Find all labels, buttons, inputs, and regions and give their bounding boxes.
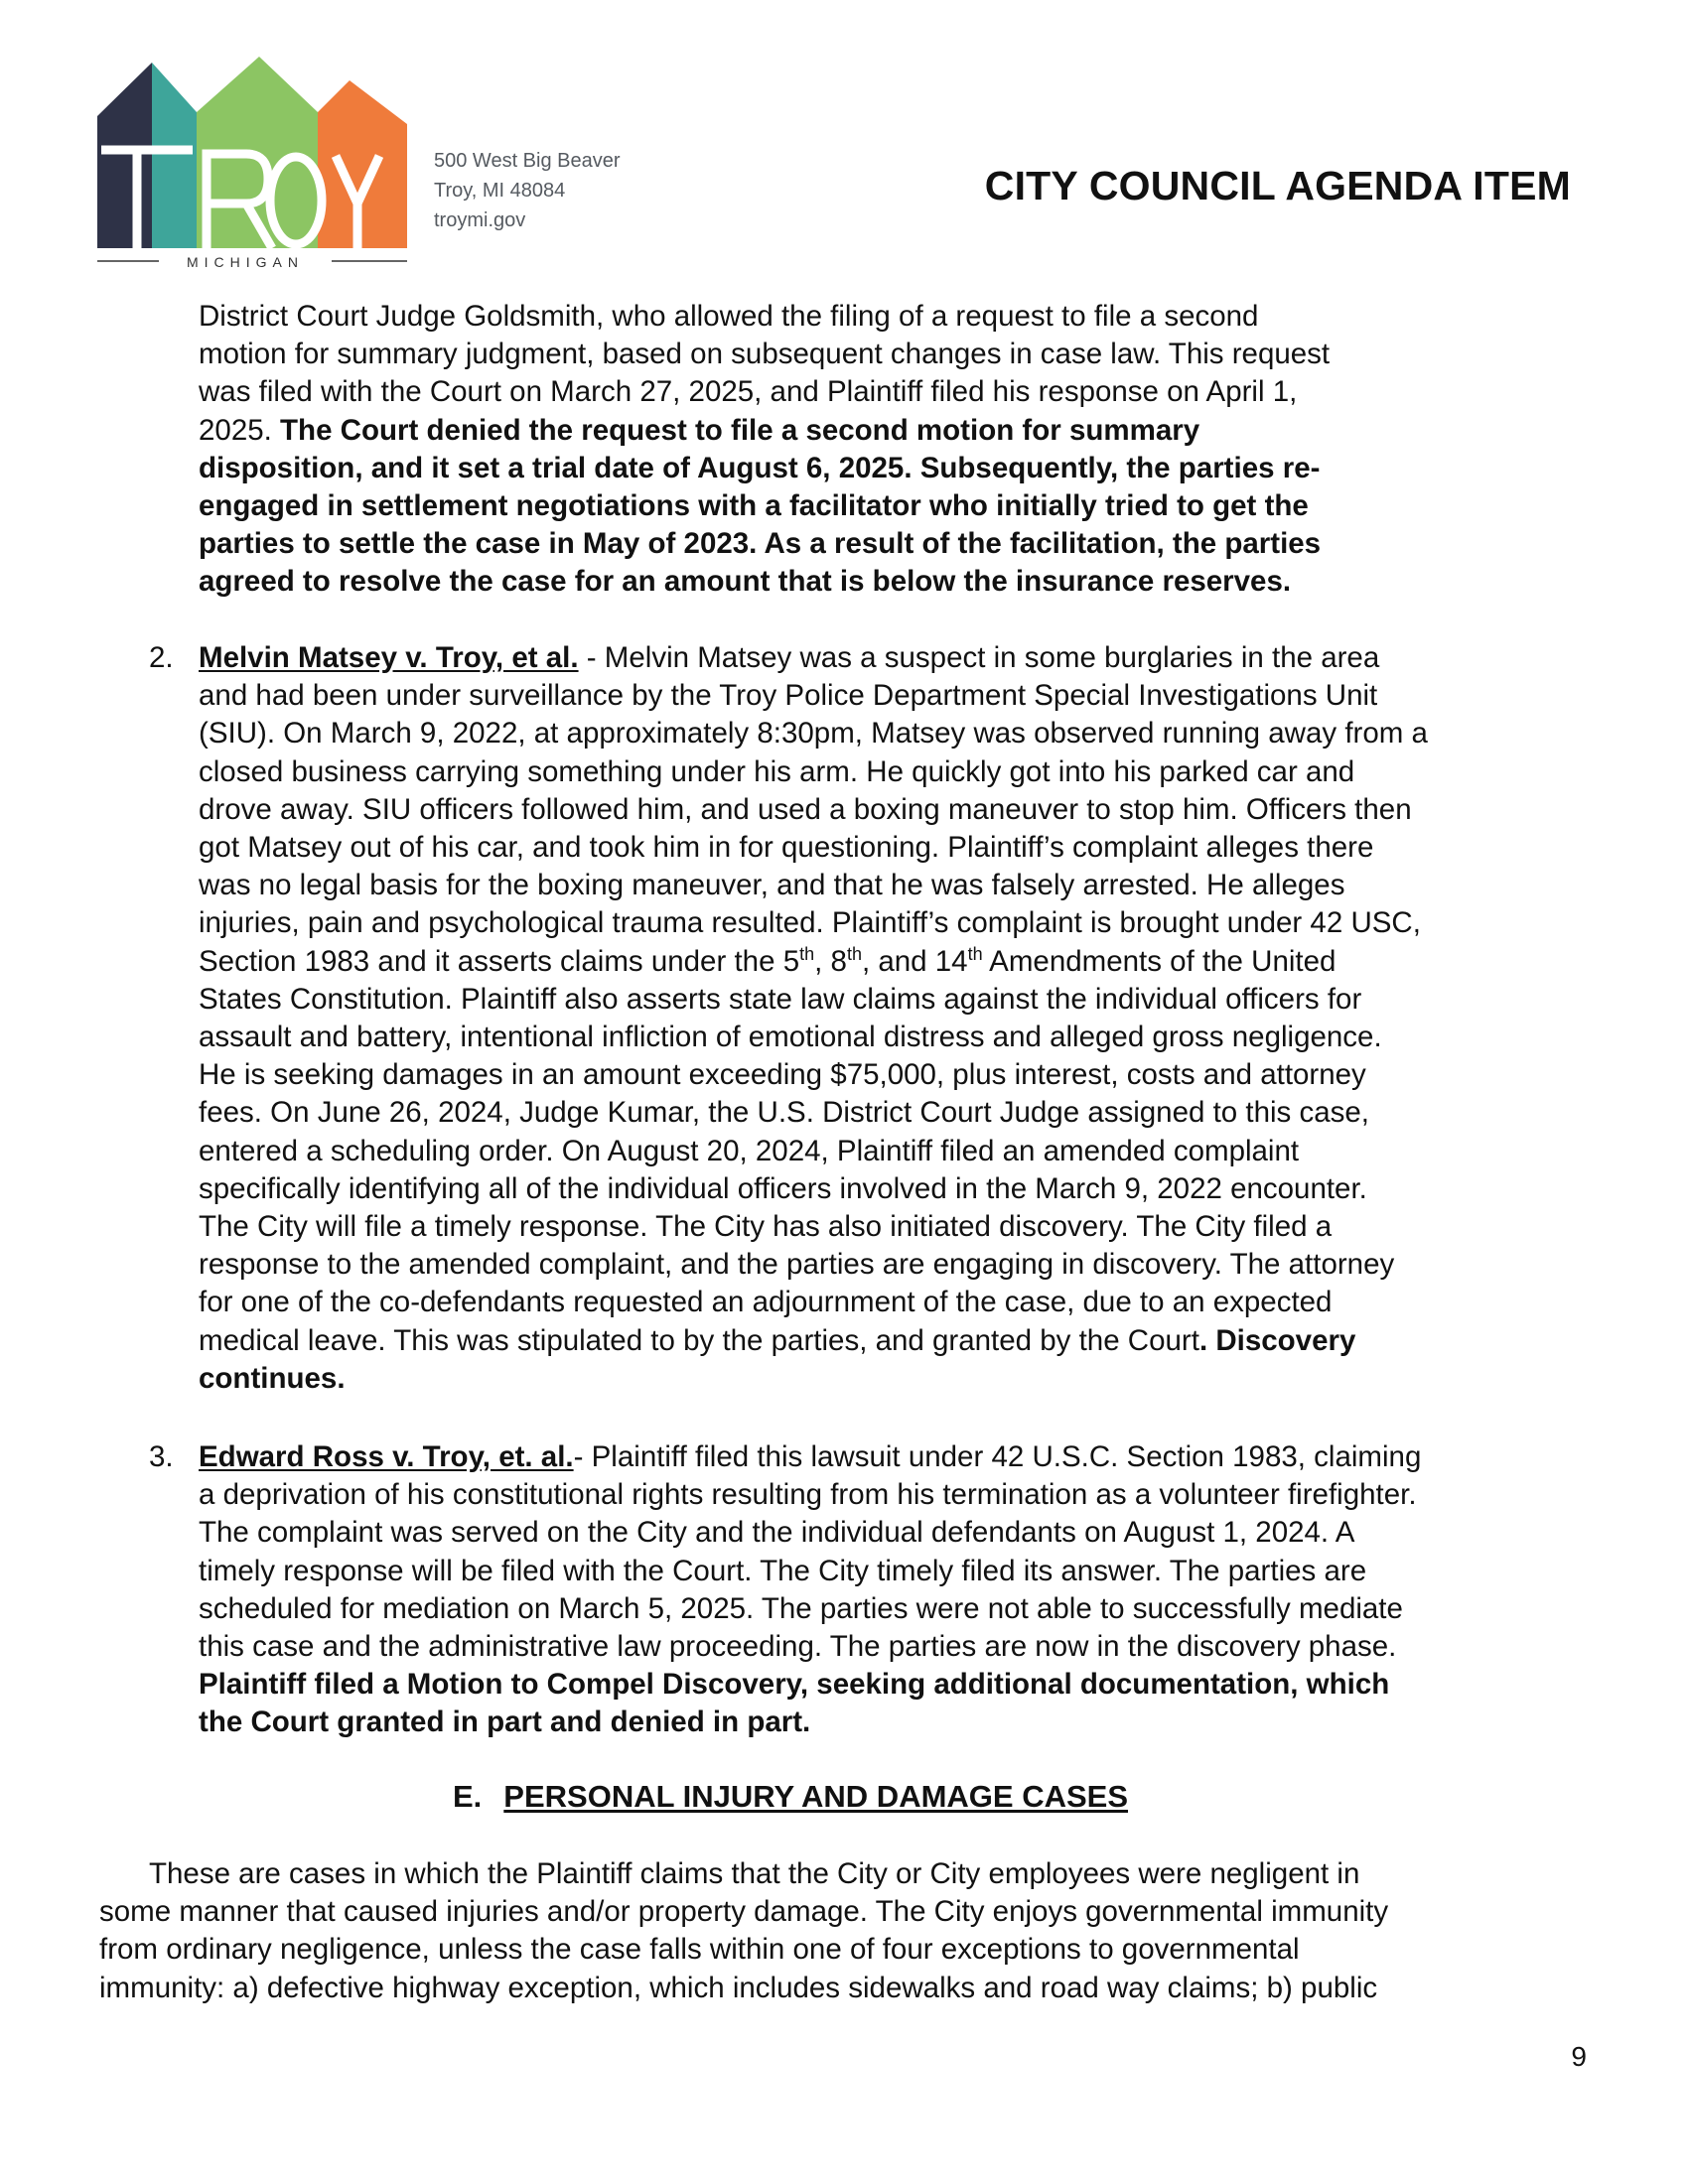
logo-roof-orange (318, 80, 407, 248)
text-line: closed business carrying something under his arm. He quickly got into his parked car and (199, 754, 1355, 788)
text-segment: Section 1983 and it asserts claims under the 5 (199, 944, 800, 978)
city-address (434, 146, 621, 235)
troy-logo (97, 55, 407, 273)
text-line: from ordinary negligence, unless the case falls within one of four exceptions to governmental (99, 1933, 1300, 1967)
text-line: got Matsey out of his car, and took him in for questioning. Plaintiff’s complaint alleges there (199, 831, 1374, 865)
bold-text-line: Plaintiff filed a Motion to Compel Discovery, seeking additional documentation, which (199, 1668, 1390, 1702)
text-line (199, 1438, 1589, 1476)
bold-text: The Court denied the request to file a second motion for summary (280, 413, 1200, 447)
text-line: motion for summary judgment, based on subsequent changes in case law. This request (199, 338, 1331, 371)
text-line: These are cases in which the Plaintiff claims that the City or City employees were negligent in (149, 1857, 1360, 1890)
case-2-title: Melvin Matsey v. Troy, et al. (199, 641, 579, 674)
agenda-item-title: CITY COUNCIL AGENDA ITEM (984, 163, 1571, 208)
section-e-heading (453, 1779, 1128, 1815)
superscript: th (967, 943, 983, 964)
text-line: He is seeking damages in an amount exceeding $75,000, plus interest, costs and attorney (199, 1058, 1366, 1092)
bold-text-line: continues. (199, 1361, 346, 1395)
text-line: and had been under surveillance by the Troy Police Department Special Investigations Unit (199, 679, 1378, 713)
text-segment: medical leave. This was stipulated to by the parties, and granted by the Court (199, 1323, 1199, 1357)
text-line (199, 412, 1589, 450)
text-line: some manner that caused injuries and/or property damage. The City enjoys governmental immunity (99, 1895, 1389, 1929)
text-segment: - Melvin Matsey was a suspect in some burglaries in the area (578, 641, 1380, 674)
text-segment: Amendments of the United (982, 944, 1336, 978)
logo-michigan-text: MICHIGAN (187, 254, 304, 270)
bold-text-line: disposition, and it set a trial date of August 6, 2025. Subsequently, the parties re- (199, 451, 1321, 484)
text-line: was no legal basis for the boxing maneuver, and that he was falsely arrested. He alleges (199, 869, 1345, 902)
text-line: District Court Judge Goldsmith, who allowed the filing of a request to file a second (199, 300, 1259, 333)
bold-text: . Discovery (1198, 1323, 1356, 1357)
text-segment: , and 14 (861, 944, 968, 978)
text-segment: - Plaintiff filed this lawsuit under 42 U.S.C. Section 1983, claiming (573, 1440, 1422, 1473)
text-line: scheduled for mediation on March 5, 2025. The parties were not able to successfully mediate (199, 1591, 1403, 1625)
text-line: timely response will be filed with the Court. The City timely filed its answer. The parties are (199, 1554, 1367, 1587)
case-3-number: 3. (149, 1440, 174, 1473)
text-line: this case and the administrative law proceeding. The parties are now in the discovery phase. (199, 1630, 1397, 1664)
text-line: response to the amended complaint, and the parties are engaging in discovery. The attorney (199, 1248, 1395, 1282)
text-line: immunity: a) defective highway exception, which includes sidewalks and road way claims; b) public (99, 1971, 1378, 2004)
text-line: injuries, pain and psychological trauma resulted. Plaintiff’s complaint is brought under 42 USC, (199, 906, 1421, 940)
address-website[interactable]: troymi.gov (434, 209, 526, 231)
section-letter: E. (453, 1779, 483, 1814)
text-line: specifically identifying all of the individual officers involved in the March 9, 2022 encounter. (199, 1171, 1367, 1205)
text-line: a deprivation of his constitutional rights resulting from his termination as a volunteer firefighter. (199, 1478, 1417, 1512)
text-line: The City will file a timely response. The City has also initiated discovery. The City filed a (199, 1210, 1333, 1244)
bold-text-line: parties to settle the case in May of 2023. As a result of the facilitation, the parties (199, 527, 1322, 561)
text-line: was filed with the Court on March 27, 2025, and Plaintiff filed his response on April 1, (199, 375, 1298, 409)
text-line: drove away. SIU officers followed him, and used a boxing maneuver to stop him. Officers then (199, 792, 1412, 826)
text-line (199, 1322, 1589, 1360)
section-e-intro (99, 1855, 1609, 2007)
bold-text-line: engaged in settlement negotiations with a facilitator who initially tried to get the (199, 489, 1309, 523)
case-3-title: Edward Ross v. Troy, et. al. (199, 1440, 574, 1473)
page-header (0, 0, 1688, 278)
address-street: 500 West Big Beaver (434, 150, 621, 172)
logo-roof-teal (152, 63, 197, 248)
case-3-paragraph (199, 1438, 1589, 1742)
text-line (199, 639, 1589, 677)
section-title: PERSONAL INJURY AND DAMAGE CASES (503, 1779, 1129, 1814)
case-2-paragraph (199, 639, 1589, 1398)
text-line: assault and battery, intentional infliction of emotional distress and alleged gross negligence. (199, 1021, 1382, 1054)
text-line: for one of the co-defendants requested an adjournment of the case, due to an expected (199, 1286, 1333, 1319)
text-line: The complaint was served on the City and the individual defendants on August 1, 2024. A (199, 1516, 1355, 1550)
text-line: entered a scheduling order. On August 20, 2024, Plaintiff filed an amended complaint (199, 1134, 1300, 1167)
text-line: States Constitution. Plaintiff also asserts state law claims against the individual officers for (199, 982, 1362, 1016)
address-city: Troy, MI 48084 (434, 180, 566, 202)
text-line: fees. On June 26, 2024, Judge Kumar, the U.S. District Court Judge assigned to this case, (199, 1096, 1370, 1130)
text-line (199, 943, 1589, 981)
case-1-continuation (199, 298, 1589, 602)
logo-roof-navy (97, 63, 152, 248)
text-line: (SIU). On March 9, 2022, at approximately 8:30pm, Matsey was observed running away from a (199, 717, 1428, 751)
superscript: th (799, 943, 815, 964)
superscript: th (846, 943, 862, 964)
text-segment: 2025. (199, 413, 281, 447)
text-segment: , 8 (814, 944, 847, 978)
bold-text-line: agreed to resolve the case for an amount that is below the insurance reserves. (199, 565, 1292, 599)
page-number: 9 (1571, 2041, 1587, 2072)
bold-text-line: the Court granted in part and denied in part. (199, 1706, 811, 1739)
case-2-number: 2. (149, 641, 174, 674)
